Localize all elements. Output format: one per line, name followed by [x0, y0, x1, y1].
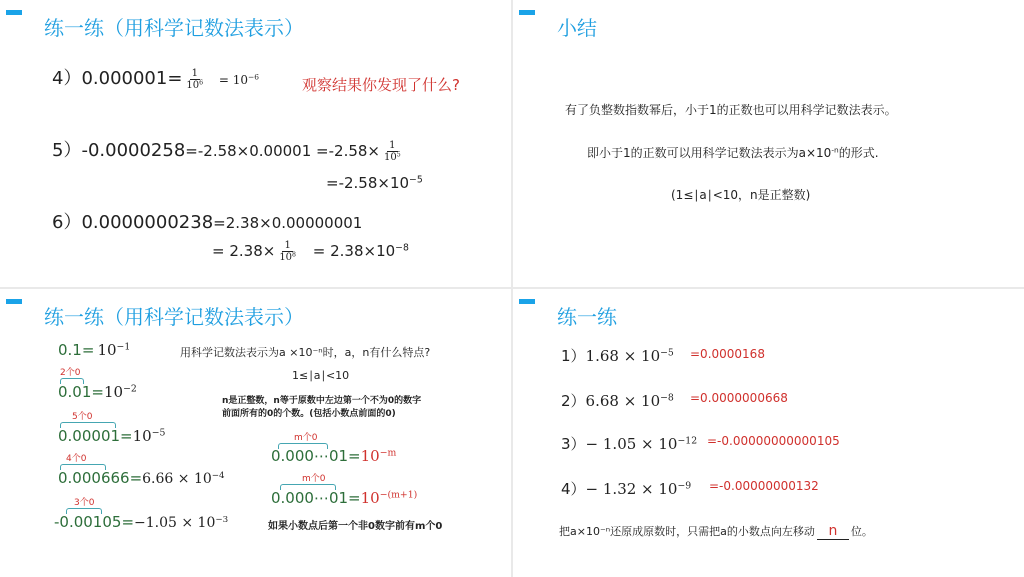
q4-den-base: 10	[186, 79, 200, 91]
summary-line-3: (1≤∣a∣<10，n是正整数)	[671, 188, 811, 202]
q6-line2-a: = 2.38×	[212, 242, 276, 260]
q5-num: 1	[389, 139, 396, 151]
q5-lhs: 5）-0.0000258	[52, 140, 186, 161]
exercise-2	[561, 390, 674, 411]
m-example-2-base: 10	[360, 489, 380, 507]
example-1	[58, 341, 130, 359]
exercise-3	[561, 433, 697, 454]
slide-title: 练一练（用科学记数法表示）	[44, 16, 304, 40]
m-example-2-text: 0.000⋯01=	[271, 489, 361, 507]
q6-line2-b: = 2.38×10	[312, 242, 396, 260]
exercise-1-expr: 1.68 × 10	[585, 347, 661, 365]
m-example-1	[271, 447, 396, 465]
q4-num: 1	[191, 67, 198, 79]
q6-lhs: 6）0.0000000238	[52, 212, 214, 233]
q6-eq1: =2.38×0.00000001	[213, 214, 363, 232]
q6-fraction	[277, 240, 298, 263]
example-2-text: 0.01=	[58, 383, 104, 401]
example-3-text: 0.00001=	[58, 427, 133, 445]
slide-4	[513, 289, 1024, 577]
m-example-1-label: m个0	[294, 433, 318, 443]
exercise-1-num: 1）	[561, 347, 586, 365]
example-3-label: 5个0	[72, 412, 93, 422]
exercise-1-exp: −5	[660, 347, 674, 359]
q5-line2-exp: −5	[409, 174, 423, 186]
range-text: 1≤∣a∣<10	[292, 369, 350, 382]
example-5-base: −1.05 × 10	[134, 515, 216, 531]
exercise-2-num: 2）	[561, 392, 586, 410]
q4-lhs: 4）0.000001=	[52, 68, 183, 89]
example-4	[58, 469, 225, 487]
footer-note: 如果小数点后第一个非0数字前有m个0	[268, 521, 443, 532]
m-example-1-exp: −m	[379, 447, 397, 459]
exercise-3-num: 3）	[561, 435, 586, 453]
example-2-label: 2个0	[60, 368, 81, 378]
exercise-4-num: 4）	[561, 480, 586, 498]
q4-den-exp: 6	[199, 78, 204, 86]
example-1-exp: −1	[116, 341, 131, 353]
exercise-2-expr: 6.68 × 10	[585, 392, 661, 410]
q5-line2-text: =-2.58×10	[326, 174, 410, 192]
m-example-2-exp: −(m+1)	[379, 489, 418, 501]
q5-line2	[326, 174, 423, 192]
accent-bar	[6, 10, 22, 15]
example-1-base: 10	[97, 341, 117, 359]
summary-line-2	[587, 144, 879, 161]
exercise-4-answer: =-0.00000000132	[709, 479, 819, 493]
q6-line	[52, 208, 362, 234]
q4-line	[52, 64, 259, 91]
rule-line-2: 前面所有的0的个数。(包括小数点前面的0)	[222, 409, 396, 419]
exercise-3-answer: =-0.00000000000105	[707, 434, 840, 448]
q5-den-base: 10	[384, 151, 397, 163]
q6-line2-exp: −8	[395, 242, 409, 254]
example-4-label: 4个0	[66, 454, 87, 464]
example-5	[54, 513, 228, 531]
q4-eq: = 10	[218, 73, 248, 87]
q4-exp: −6	[247, 72, 259, 82]
m-example-1-text: 0.000⋯01=	[271, 447, 361, 465]
example-2	[58, 383, 137, 401]
bottom-note-a: 把a×10⁻ⁿ还原成原数时，只需把a的小数点向左移动	[559, 525, 815, 538]
q5-den-exp: 5	[396, 150, 401, 158]
bottom-note	[559, 523, 873, 540]
exercise-2-exp: −8	[660, 392, 674, 404]
exercise-3-exp: −12	[677, 435, 698, 447]
q6-num: 1	[284, 240, 291, 251]
q4-fraction	[184, 68, 205, 91]
q6-den-exp: 8	[292, 251, 296, 259]
summary-line-1: 有了负整数指数幂后，小于1的正数也可以用科学记数法表示。	[565, 103, 897, 117]
question-text: 用科学记数法表示为a ×10⁻ⁿ时，a，n有什么特点?	[180, 346, 431, 359]
example-3	[58, 427, 165, 445]
example-5-label: 3个0	[74, 498, 95, 508]
m-example-2	[271, 489, 417, 507]
example-5-text: -0.00105=	[54, 513, 135, 531]
m-example-1-base: 10	[360, 447, 380, 465]
accent-bar	[519, 299, 535, 304]
q5-eq1: =-2.58×0.00001 =-2.58×	[185, 142, 380, 160]
q6-den-base: 10	[279, 252, 293, 263]
exercise-4-expr: − 1.32 × 10	[585, 480, 678, 498]
example-1-text: 0.1=	[58, 341, 95, 359]
exercise-3-expr: − 1.05 × 10	[585, 435, 678, 453]
rule-line-1: n是正整数，n等于原数中左边第一个不为0的数字	[222, 396, 422, 406]
observe-note: 观察结果你发现了什么?	[302, 76, 460, 94]
q5-line	[52, 136, 405, 163]
example-5-exp: −3	[215, 514, 229, 525]
exercise-1	[561, 345, 674, 366]
slide-2	[513, 0, 1024, 287]
q5-fraction	[382, 140, 403, 163]
summary-line-2b: 的形式.	[838, 146, 879, 160]
summary-line-2a: 即小于1的正数可以用科学记数法表示为a×10	[587, 146, 832, 160]
slide-title: 练一练	[557, 305, 617, 329]
slide-3	[0, 289, 511, 577]
accent-bar	[519, 10, 535, 15]
exercise-4	[561, 478, 691, 499]
example-2-base: 10	[103, 383, 124, 401]
bottom-note-b: 位。	[850, 525, 873, 538]
example-2-exp: −2	[123, 383, 137, 395]
slide-title: 练一练（用科学记数法表示）	[44, 305, 304, 329]
example-4-text: 0.000666=	[58, 469, 143, 487]
exercise-2-answer: =0.0000000668	[690, 391, 788, 405]
exercise-4-exp: −9	[677, 480, 692, 492]
slide-1	[0, 0, 511, 287]
exercise-1-answer: =0.0000168	[690, 347, 765, 361]
slide-title: 小结	[557, 16, 597, 40]
accent-bar	[6, 299, 22, 304]
bottom-note-blank: n	[828, 523, 838, 539]
example-4-exp: −4	[211, 470, 225, 481]
example-3-base: 10	[132, 427, 152, 445]
example-4-base: 6.66 × 10	[142, 471, 212, 487]
m-example-2-label: m个0	[302, 474, 326, 484]
example-3-exp: −5	[151, 427, 166, 439]
summary-line-2-exp: -n	[831, 145, 839, 155]
q6-line2	[212, 240, 409, 263]
